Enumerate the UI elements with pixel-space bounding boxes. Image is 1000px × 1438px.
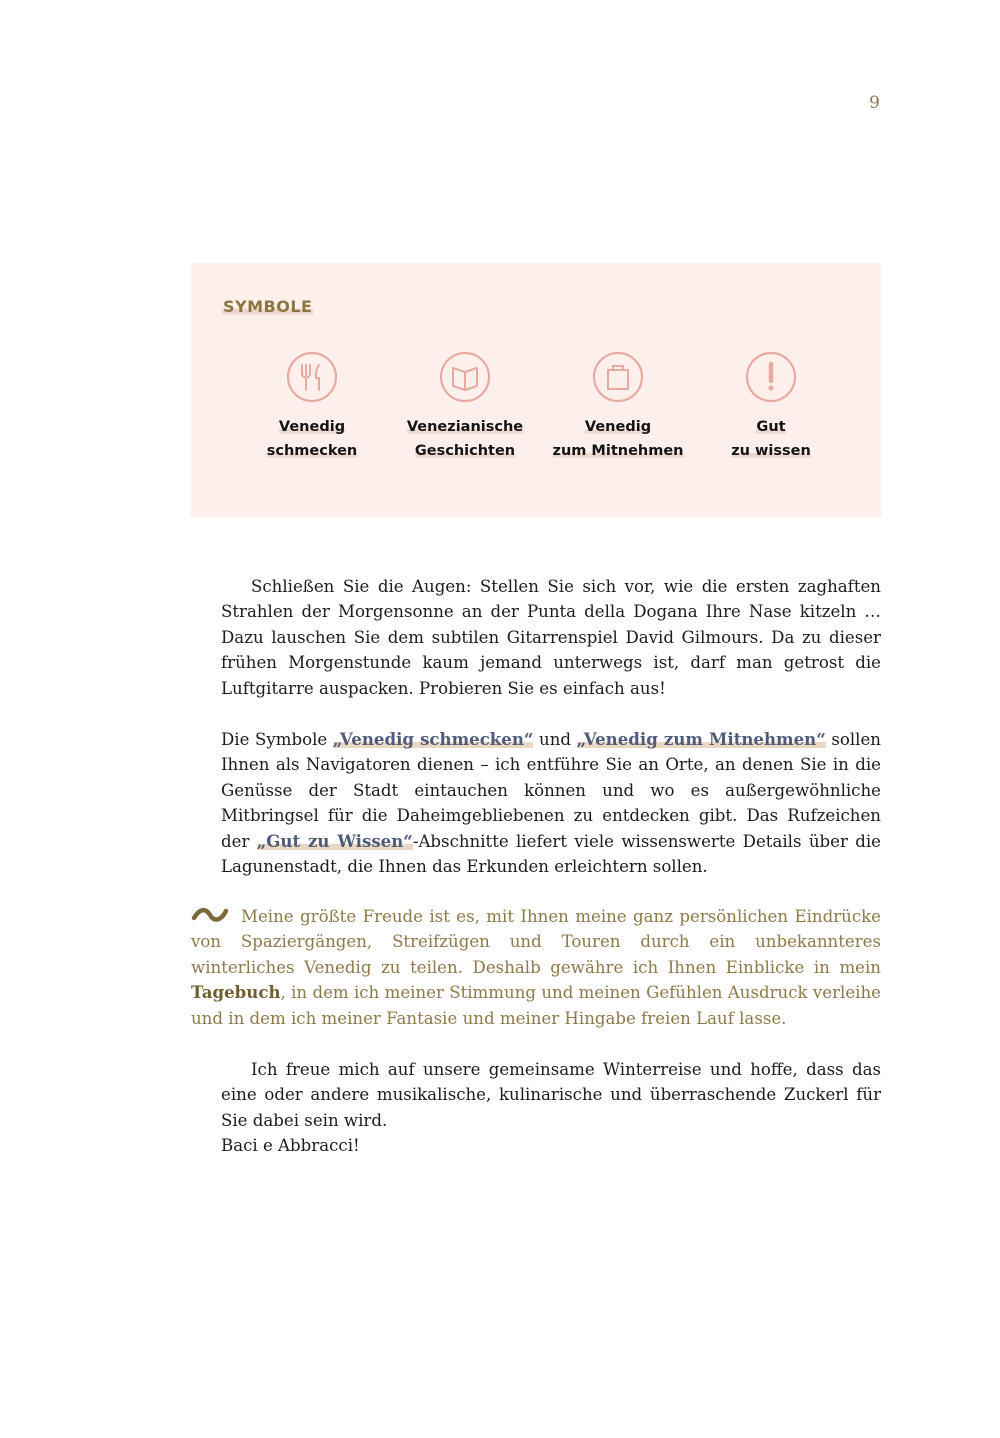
symbol-item-venezianische-geschichten — [390, 351, 540, 463]
closing-paragraph: Ich freue mich auf unsere gemeinsame Winterreise und hoffe, dass das eine oder andere musikalische, kulinarische und überraschende Zuckerl für Sie dabei sein wird. — [221, 1060, 881, 1130]
fork-knife-icon — [286, 351, 338, 403]
symbol-label: Venedig schmecken — [266, 419, 358, 459]
shopping-bag-icon — [592, 351, 644, 403]
symbol-item-venedig-schmecken — [237, 351, 387, 463]
symbols-paragraph: Die Symbole „Venedig schmecken“ und „Venedig zum Mitnehmen“ sollen Ihnen als Navigatoren dienen – ich entführe Sie an Orte, an denen Sie in die Genüsse der Stadt eintauchen können und wo es außergewöhnliche Mitbringsel für die Daheimgebliebenen zu entdecken gibt. Das Rufzeichen der „Gut zu Wissen“-Abschnitte liefert viele wissenswerte Details über die Lagunenstadt, die Ihnen das Erkunden erleichtern sollen. — [221, 729, 881, 877]
link-venedig-zum-mitnehmen[interactable]: „Venedig zum Mitnehmen“ — [576, 729, 826, 749]
symbol-legend-title: SYMBOLE — [223, 297, 313, 316]
symbol-label: Venezianische Geschichten — [406, 419, 524, 459]
intro-paragraph: Schließen Sie die Augen: Stellen Sie sich vor, wie die ersten zaghaften Strahlen der Morgensonne an der Punta della Dogana Ihre Nase kitzeln … Dazu lauschen Sie dem subtilen Gitarrenspiel David Gilmours. Da zu dieser frühen Morgenstunde kaum jemand unterwegs ist, darf man getrost die Luftgitarre auspacken. Probieren Sie es einfach aus! — [221, 577, 881, 698]
diary-keyword: Tagebuch — [191, 982, 281, 1003]
book-icon — [439, 351, 491, 403]
page-number: 9 — [869, 93, 880, 113]
diary-paragraph: Meine größte Freude ist es, mit Ihnen meine ganz persönlichen Eindrücke von Spaziergängen, Streifzügen und Touren durch ein unbekannteres winterliches Venedig zu teilen. Deshalb gewähre ich Ihnen Einblicke in mein Tagebuch, in dem ich meiner Stimmung und meinen Gefühlen Ausdruck verleihe und in dem ich meiner Fantasie und meiner Hingabe freien Lauf lasse. — [191, 907, 881, 1028]
symbol-item-venedig-zum-mitnehmen — [543, 351, 693, 463]
exclamation-icon — [745, 351, 797, 403]
link-venedig-schmecken[interactable]: „Venedig schmecken“ — [332, 729, 534, 749]
link-gut-zu-wissen[interactable]: „Gut zu Wissen“ — [256, 830, 413, 851]
symbol-label: Gut zu wissen — [731, 419, 811, 459]
symbol-label: Venedig zum Mitnehmen — [552, 419, 684, 459]
sign-off: Baci e Abbracci! — [221, 1136, 360, 1155]
symbol-item-gut-zu-wissen — [696, 351, 846, 463]
wave-icon — [191, 907, 229, 923]
symbol-legend-box — [191, 263, 881, 517]
